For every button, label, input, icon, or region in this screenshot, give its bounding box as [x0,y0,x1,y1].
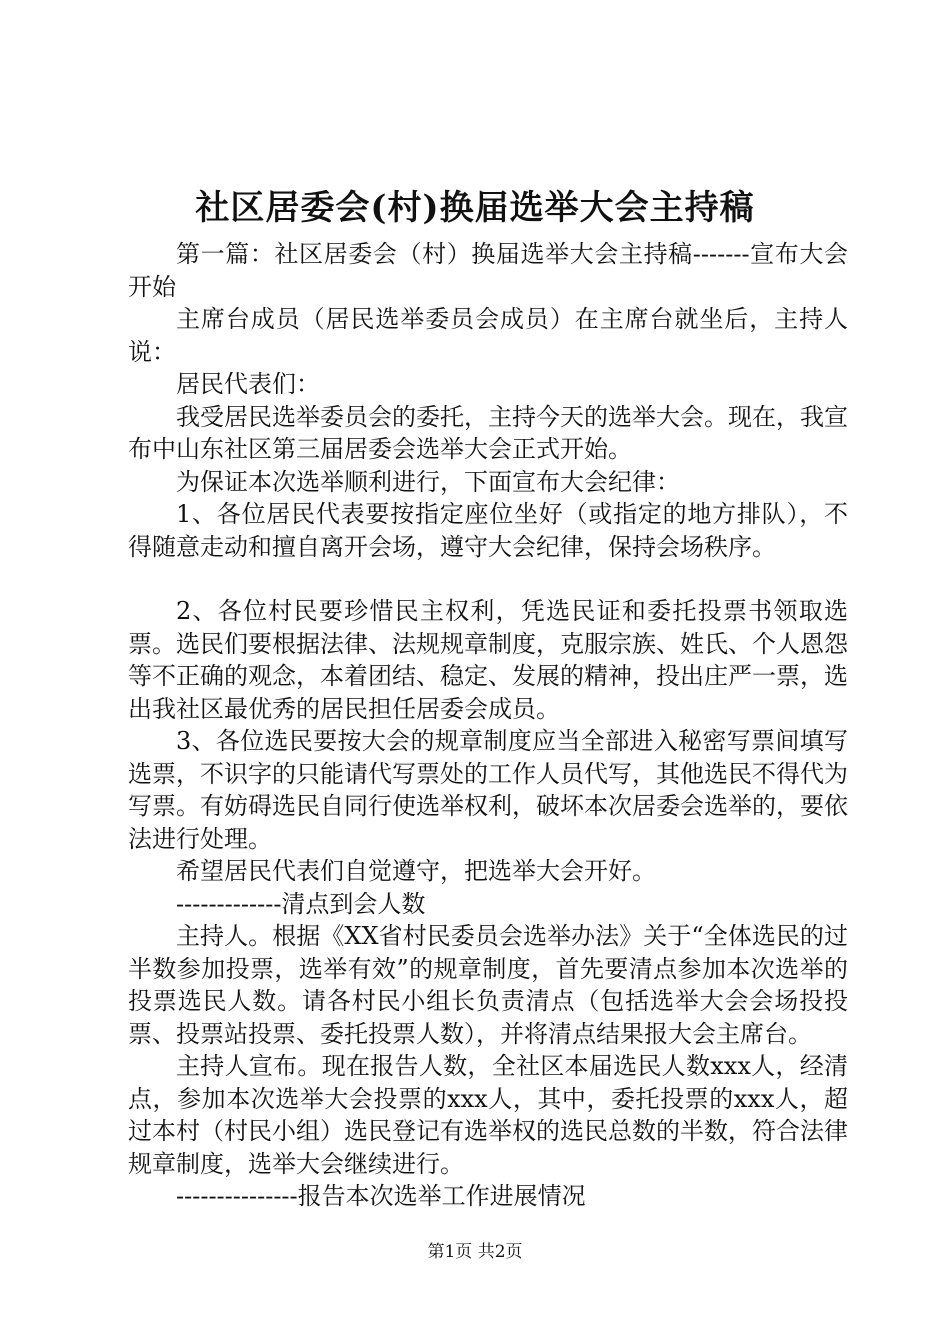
paragraph: 为保证本次选举顺利进行，下面宣布大会纪律： [176,467,680,496]
document-body [128,238,848,1213]
paragraph: 主席台成员（居民选举委员会成员）在主席台就坐后，主持人说： [128,305,848,366]
paragraph-gap [128,563,848,595]
paragraph: 居民代表们： [176,370,320,398]
section-divider: -------------清点到会人数 [176,889,426,918]
document-title: 社区居委会(村)换届选举大会主持稿 [195,188,755,228]
paragraph: 主持人宣布。现在报告人数，全社区本届选民人数xxx人，经清点，参加本次选举大会投票的xxx人，其中，委托投票的xxx人，超过本村（村民小组）选民登记有选举权的选民总数的半数，符合法律规章制度，选举大会继续进行。 [128,1052,848,1178]
page-number: 第1页 共2页 [427,1242,523,1262]
paragraph: 我受居民选举委员会的委托，主持今天的选举大会。现在，我宣布中山东社区第三届居委会选举大会正式开始。 [128,402,848,463]
paragraph: 1、各位居民代表要按指定座位坐好（或指定的地方排队），不得随意走动和擅自离开会场，遵守大会纪律，保持会场秩序。 [128,500,848,561]
section-divider: ---------------报告本次选举工作进展情况 [176,1182,586,1210]
paragraph: 主持人。根据《XX省村民委员会选举办法》关于“全体选民的过半数参加投票，选举有效”的规章制度，首先要清点参加本次选举的投票选民人数。请各村民小组长负责清点（包括选举大会会场投投票、投票站投票、委托投票人数），并将清点结果报大会主席台。 [128,922,848,1048]
paragraph: 2、各位村民要珍惜民主权利，凭选民证和委托投票书领取选票。选民们要根据法律、法规规章制度，克服宗族、姓氏、个人恩怨等不正确的观念，本着团结、稳定、发展的精神，投出庄严一票，选出我社区最优秀的居民担任居委会成员。 [128,597,848,723]
paragraph: 第一篇：社区居委会（村）换届选举大会主持稿-------宣布大会开始 [128,240,848,301]
paragraph: 希望居民代表们自觉遵守，把选举大会开好。 [176,857,656,885]
paragraph: 3、各位选民要按大会的规章制度应当全部进入秘密写票间填写选票，不识字的只能请代写票处的工作人员代写，其他选民不得代为写票。有妨碍选民自同行使选举权利，破坏本次居委会选举的，要依法进行处理。 [128,727,848,853]
